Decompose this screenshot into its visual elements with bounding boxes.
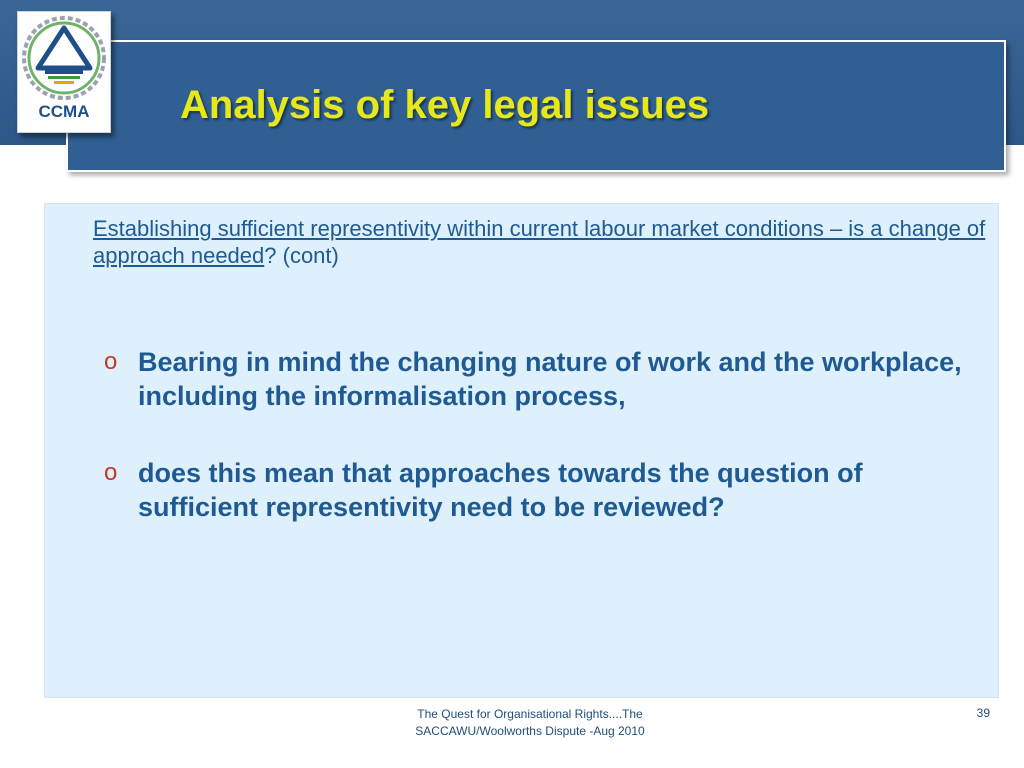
footer-text <box>330 706 730 740</box>
subheading-link[interactable]: Establishing sufficient representivity within current labour market conditions – is a change of approach needed <box>93 216 986 268</box>
page-number: 39 <box>976 706 990 720</box>
ccma-logo <box>17 11 111 133</box>
logo-text: CCMA <box>38 102 90 121</box>
bullet-item <box>104 345 964 413</box>
bullet-text: does this mean that approaches towards the question of sufficient representivity need to be reviewed? <box>138 458 863 522</box>
bullet-list <box>104 345 964 524</box>
bullet-text: Bearing in mind the changing nature of work and the workplace, including the informalisation process, <box>138 347 962 411</box>
bullet-marker-icon: o <box>104 459 118 486</box>
ccma-logo-icon <box>18 12 110 104</box>
footer-line-1: The Quest for Organisational Rights....The <box>417 707 643 721</box>
bullet-marker-icon: o <box>104 348 118 375</box>
subheading-suffix: ? (cont) <box>264 243 339 268</box>
bullet-item <box>104 456 964 524</box>
slide-title: Analysis of key legal issues <box>180 83 710 127</box>
subheading <box>93 215 993 269</box>
footer-line-2: SACCAWU/Woolworths Dispute -Aug 2010 <box>415 724 645 738</box>
